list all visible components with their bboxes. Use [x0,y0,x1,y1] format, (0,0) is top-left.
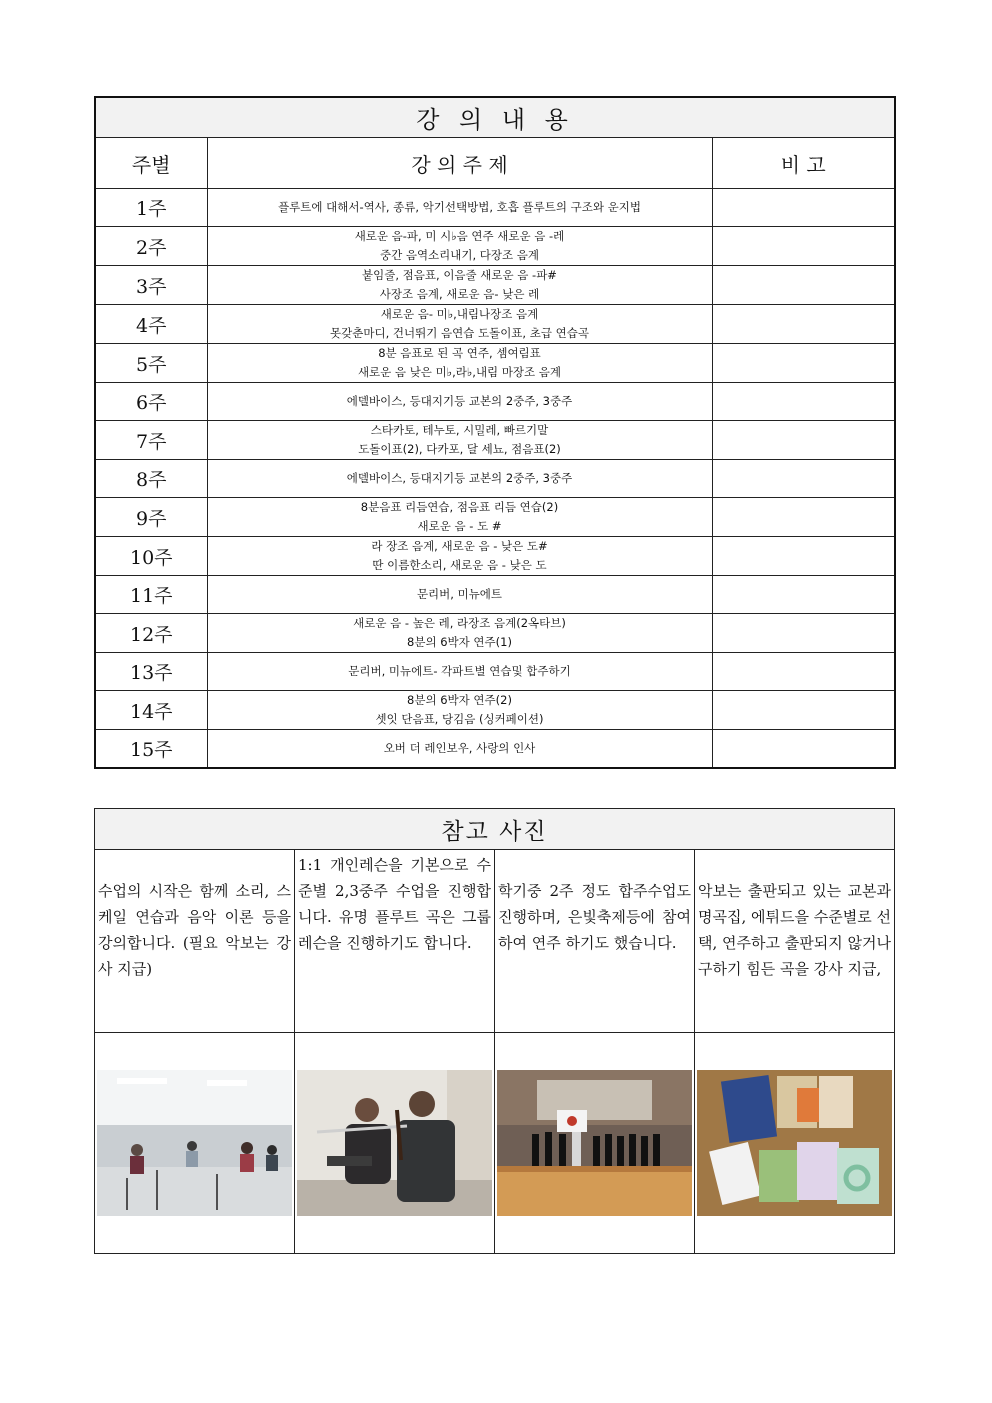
photo-desc-lesson: 1:1 개인레슨을 기본으로 수준별 2,3중주 수업을 진행합니다. 유명 플루트 곡은 그룹레슨을 진행하기도 합니다. [295,850,495,1033]
note-cell [712,691,895,730]
topic-cell [207,344,712,383]
topic-line: 8분음표 리듬연습, 점음표 리듬 연습(2) [360,500,559,514]
note-cell [712,460,895,498]
week-cell: 5주 [95,344,207,383]
photo-desc-sheet-music: 악보는 출판되고 있는 교본과 명곡집, 에튀드을 수준별로 선택, 연주하고 출판되지 않거나 구하기 힘든 곡을 강사 지급, [695,850,895,1033]
week-cell: 6주 [95,383,207,421]
photo-desc-class-intro: 수업의 시작은 함께 소리, 스케일 연습과 음악 이론 등을 강의합니다. (필요 악보는 강사 지급) [95,850,295,1033]
topic-line: 새로운 음- 미♭,내림나장조 음계 [380,307,539,321]
note-cell [712,730,895,769]
note-column-header: 비 고 [712,138,895,189]
topic-cell [207,189,712,227]
note-cell [712,383,895,421]
topic-line: 붙임줄, 점음표, 이음줄 새로운 음 -파# [362,268,557,282]
note-cell [712,266,895,305]
week-cell: 4주 [95,305,207,344]
schedule-row [95,383,895,421]
week-cell: 12주 [95,614,207,653]
topic-cell [207,730,712,769]
topic-line: 에델바이스, 등대지기등 교본의 2중주, 3중주 [346,394,573,408]
topic-cell [207,227,712,266]
topic-line: 셋잇 단음표, 당김음 (싱커페이션) [375,712,544,726]
schedule-row [95,421,895,460]
schedule-row [95,537,895,576]
topic-line: 8분의 6박자 연주(1) [407,635,512,649]
week-cell: 14주 [95,691,207,730]
week-cell: 2주 [95,227,207,266]
week-cell: 10주 [95,537,207,576]
note-cell [712,576,895,614]
topic-cell [207,537,712,576]
note-cell [712,498,895,537]
topic-line: 에델바이스, 등대지기등 교본의 2중주, 3중주 [346,471,573,485]
week-cell: 9주 [95,498,207,537]
private-lesson-photo [297,1070,492,1216]
topic-cell [207,653,712,691]
topic-cell [207,305,712,344]
schedule-row [95,730,895,769]
week-cell: 11주 [95,576,207,614]
schedule-row [95,305,895,344]
topic-line: 새로운 음-파, 미 시♭음 연주 새로운 음 -레 [354,229,565,243]
schedule-row [95,576,895,614]
schedule-row [95,498,895,537]
schedule-body [95,189,895,769]
week-cell: 7주 [95,421,207,460]
reference-photos-table [94,808,895,1254]
topic-cell [207,576,712,614]
topic-line: 새로운 음 - 도 # [417,519,502,533]
topic-cell [207,383,712,421]
topic-line: 중간 음역소리내기, 다장조 음계 [379,248,540,262]
schedule-row [95,227,895,266]
lecture-schedule-table [94,96,896,769]
note-cell [712,227,895,266]
note-cell [712,614,895,653]
sheet-music-books-photo [697,1070,892,1216]
note-cell [712,653,895,691]
week-cell: 1주 [95,189,207,227]
schedule-title: 강 의 내 용 [95,97,895,138]
topic-line: 문리버, 미뉴에트- 각파트별 연습및 합주하기 [348,664,571,678]
topic-cell [207,691,712,730]
concert-stage-photo [497,1070,692,1216]
schedule-row [95,266,895,305]
schedule-row [95,614,895,653]
schedule-row [95,691,895,730]
note-cell [712,305,895,344]
topic-cell [207,614,712,653]
topic-line: 스타카토, 테누토, 시밀레, 빠르기말 [370,423,549,437]
note-cell [712,344,895,383]
schedule-row [95,460,895,498]
topic-cell [207,460,712,498]
topic-line: 8분 음표로 된 곡 연주, 셈여림표 [378,346,541,360]
week-cell: 13주 [95,653,207,691]
topic-line: 8분의 6박자 연주(2) [407,693,512,707]
topic-line: 도돌이표(2), 다카포, 달 세뇨, 점음표(2) [358,442,561,456]
topic-line: 사장조 음계, 새로운 음- 낮은 레 [379,287,540,301]
topic-line: 오버 더 레인보우, 사랑의 인사 [383,741,536,755]
topic-cell [207,266,712,305]
note-cell [712,421,895,460]
topic-line: 새로운 음 - 높은 레, 라장조 음계(2옥타브) [353,616,566,630]
week-cell: 3주 [95,266,207,305]
topic-line: 새로운 음 낮은 미♭,라♭,내림 마장조 음계 [357,365,562,379]
week-column-header: 주별 [95,138,207,189]
week-cell: 15주 [95,730,207,769]
topic-line: 딴 이름한소리, 새로운 음 - 낮은 도 [372,558,547,572]
topic-line: 라 장조 음계, 새로운 음 - 낮은 도# [371,539,548,553]
photos-title: 참고 사진 [95,809,895,850]
topic-line: 플루트에 대해서-역사, 종류, 악기선택방법, 호흡 플루트의 구조와 운지법 [278,200,641,214]
topic-line: 못갖춘마디, 건너뛰기 음연습 도돌이표, 초급 연습곡 [330,326,589,340]
note-cell [712,537,895,576]
topic-column-header: 강 의 주 제 [207,138,712,189]
topic-cell [207,498,712,537]
week-cell: 8주 [95,460,207,498]
note-cell [712,189,895,227]
photo-desc-ensemble: 학기중 2주 정도 합주수업도 진행하며, 은빛축제등에 참여 하여 연주 하기도 했습니다. [495,850,695,1033]
schedule-row [95,344,895,383]
classroom-photo [97,1070,292,1216]
topic-line: 문리버, 미뉴에트 [416,587,503,601]
schedule-row [95,653,895,691]
topic-cell [207,421,712,460]
schedule-row [95,189,895,227]
